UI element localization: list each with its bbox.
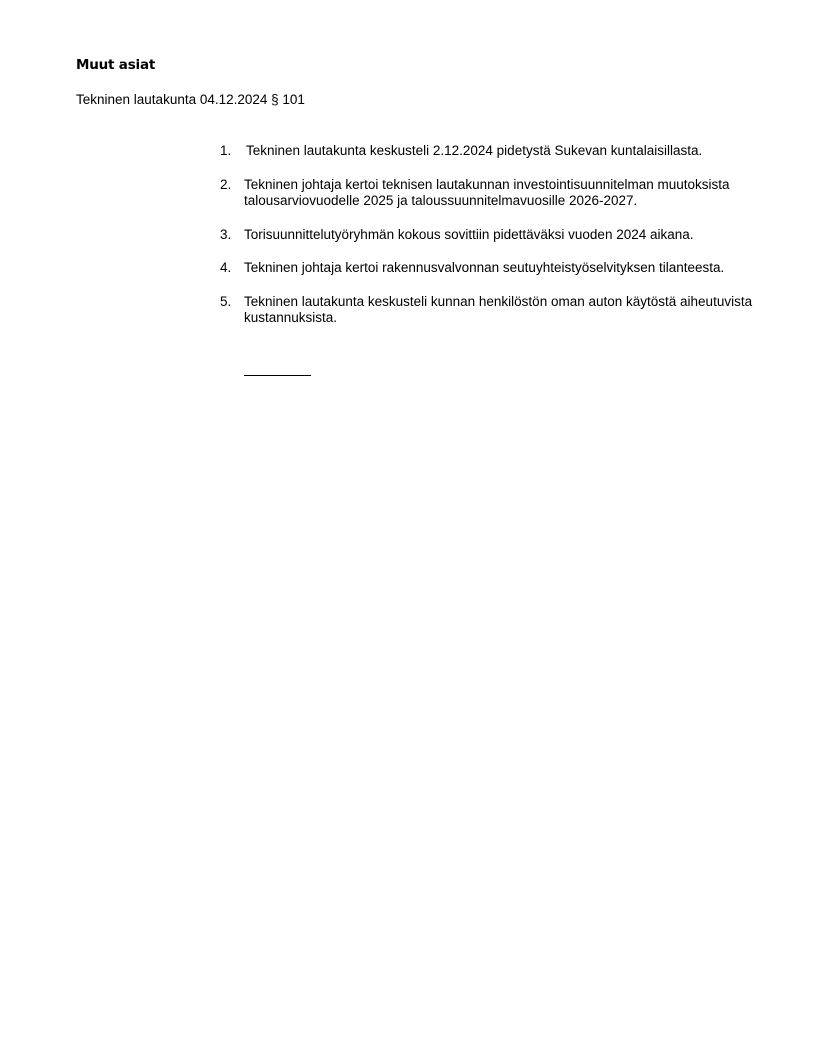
agenda-item-number: 1. bbox=[220, 143, 232, 158]
agenda-item-text: Torisuunnittelutyöryhmän kokous sovittiin pidettäväksi vuoden 2024 aikana. bbox=[244, 226, 694, 242]
agenda-item-text: Tekninen lautakunta keskusteli 2.12.2024 pidetystä Sukevan kuntalaisillasta. bbox=[246, 143, 703, 158]
agenda-item-text: Tekninen johtaja kertoi teknisen lautakunnan investointisuunnitelman muutoksista talousarviovuodelle 2025 ja taloussuunnitelmavuosille 2026-2027. bbox=[244, 176, 730, 208]
signature-line bbox=[244, 375, 311, 376]
agenda-item-text: Tekninen johtaja kertoi rakennusvalvonnan seutuyhteistyöselvityksen tilanteesta. bbox=[244, 260, 725, 275]
agenda-item-number: 5. bbox=[220, 293, 232, 309]
agenda-item-number: 2. bbox=[220, 176, 232, 192]
agenda-list bbox=[220, 143, 780, 344]
agenda-item bbox=[220, 294, 780, 327]
agenda-item bbox=[220, 227, 780, 244]
agenda-item-number: 4. bbox=[220, 260, 232, 275]
meeting-reference: Tekninen lautakunta 04.12.2024 § 101 bbox=[76, 92, 305, 107]
agenda-item-text: Tekninen lautakunta keskusteli kunnan henkilöstön oman auton käytöstä aiheutuvista kustannuksista. bbox=[244, 293, 753, 325]
agenda-item bbox=[220, 260, 780, 277]
agenda-item bbox=[220, 177, 780, 210]
agenda-item bbox=[220, 143, 780, 160]
agenda-item-number: 3. bbox=[220, 226, 232, 242]
section-heading: Muut asiat bbox=[76, 57, 156, 73]
